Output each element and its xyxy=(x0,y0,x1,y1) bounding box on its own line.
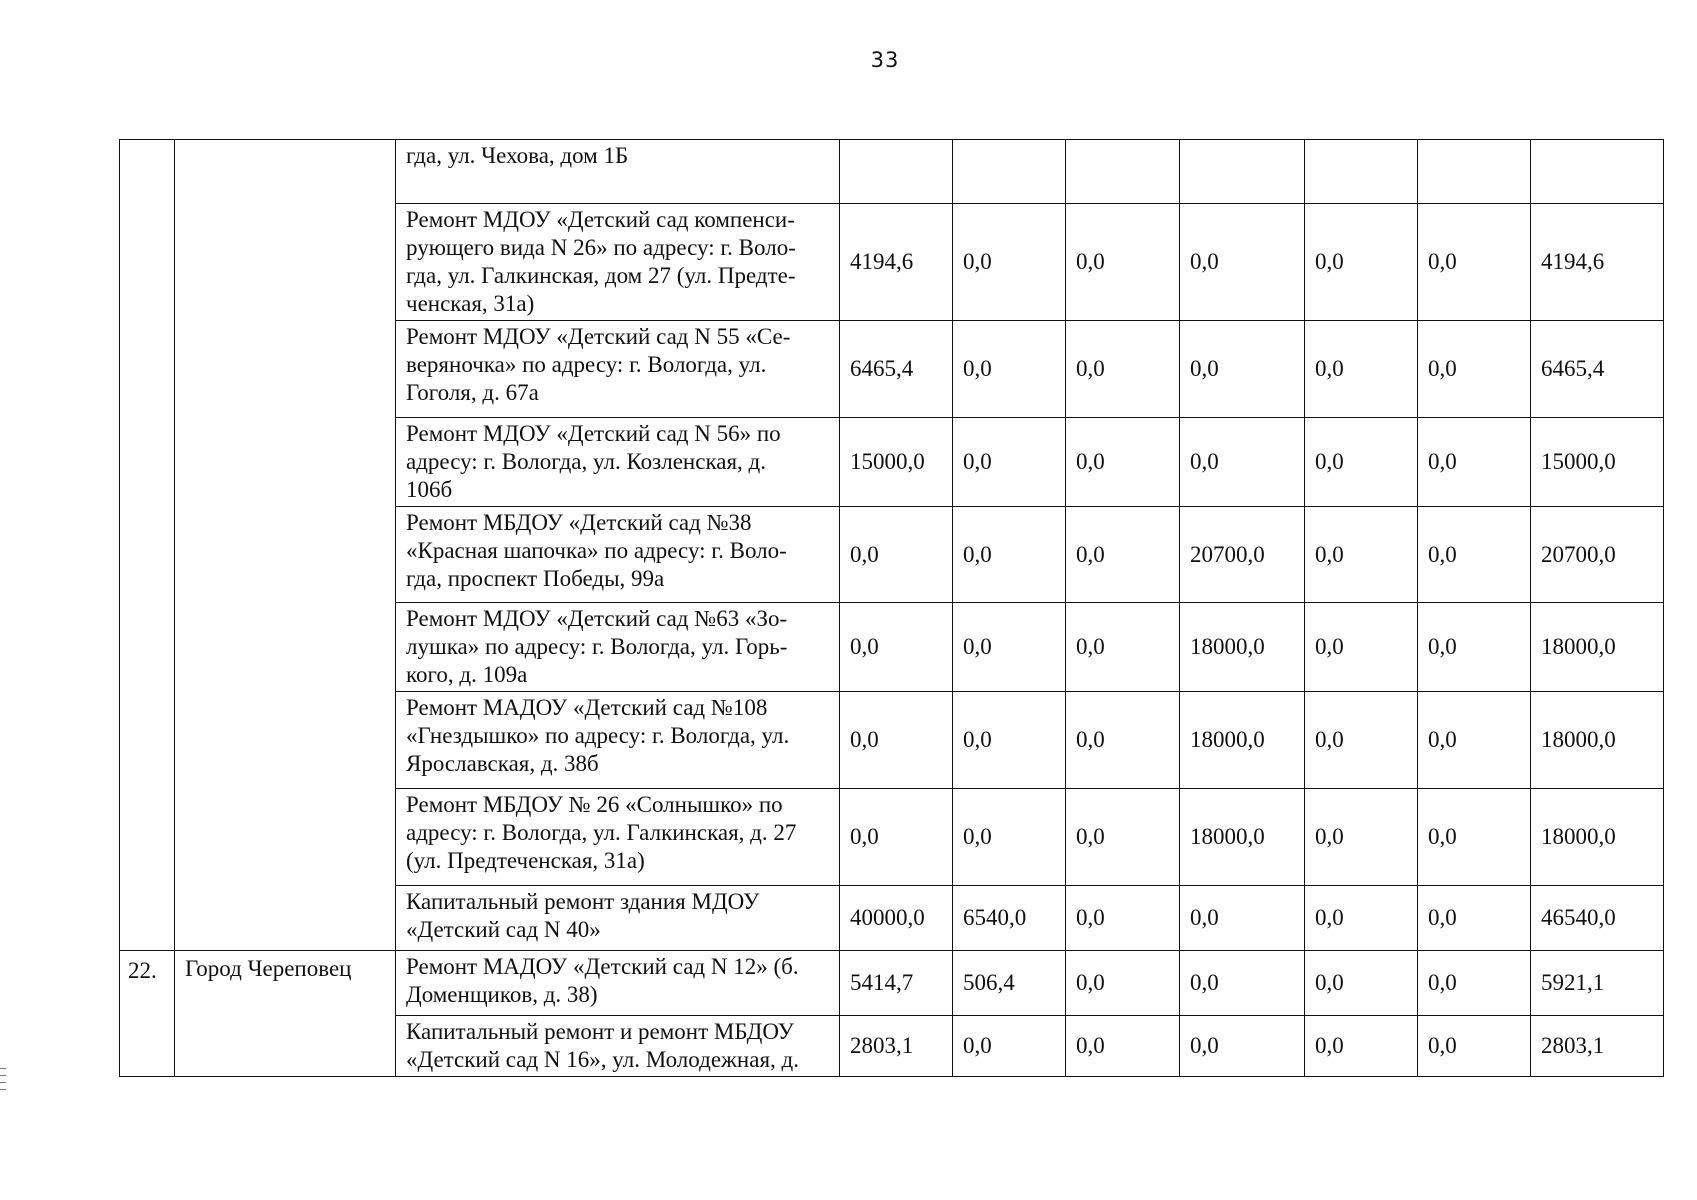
value-cell: 15000,0 xyxy=(1531,418,1664,507)
value-cell: 0,0 xyxy=(1305,951,1418,1016)
value-cell: 0,0 xyxy=(1418,951,1531,1016)
value-cell: 0,0 xyxy=(1305,507,1418,603)
value-cell: 46540,0 xyxy=(1531,886,1664,951)
value-cell: 0,0 xyxy=(1180,204,1305,321)
object-description-cell: Капитальный ремонт здания МДОУ «Детский сад N 40» xyxy=(396,886,840,951)
value-cell: 0,0 xyxy=(840,789,953,886)
value-cell: 0,0 xyxy=(1418,507,1531,603)
object-description-cell: Ремонт МБДОУ № 26 «Солнышко» по адресу: г. Вологда, ул. Галкинская, д. 27 (ул. Предтеченская, 31а) xyxy=(396,789,840,886)
value-cell: 506,4 xyxy=(953,951,1066,1016)
value-cell: 0,0 xyxy=(1180,951,1305,1016)
value-cell xyxy=(840,140,953,204)
value-cell: 0,0 xyxy=(1305,321,1418,418)
value-cell: 0,0 xyxy=(1305,1016,1418,1077)
scan-margin-marks xyxy=(0,1068,6,1108)
object-description-cell: гда, ул. Чехова, дом 1Б xyxy=(396,140,840,204)
value-cell: 0,0 xyxy=(1066,321,1180,418)
value-cell: 0,0 xyxy=(840,603,953,692)
value-cell xyxy=(1066,140,1180,204)
value-cell: 2803,1 xyxy=(1531,1016,1664,1077)
value-cell: 6540,0 xyxy=(953,886,1066,951)
page-number: 33 xyxy=(870,48,900,72)
object-description-cell: Ремонт МАДОУ «Детский сад №108 «Гнездышко» по адресу: г. Вологда, ул. Ярославская, д. 38б xyxy=(396,692,840,789)
value-cell xyxy=(1180,140,1305,204)
value-cell: 0,0 xyxy=(1066,1016,1180,1077)
value-cell: 18000,0 xyxy=(1531,789,1664,886)
value-cell: 0,0 xyxy=(1418,886,1531,951)
value-cell: 0,0 xyxy=(1066,951,1180,1016)
object-description-cell: Ремонт МДОУ «Детский сад N 56» по адресу: г. Вологда, ул. Козленская, д. 106б xyxy=(396,418,840,507)
value-cell: 5414,7 xyxy=(840,951,953,1016)
value-cell xyxy=(953,140,1066,204)
value-cell: 20700,0 xyxy=(1180,507,1305,603)
table-row xyxy=(120,951,1664,1016)
value-cell: 4194,6 xyxy=(1531,204,1664,321)
funding-table xyxy=(119,139,1664,1077)
value-cell: 0,0 xyxy=(1305,603,1418,692)
value-cell: 4194,6 xyxy=(840,204,953,321)
value-cell: 0,0 xyxy=(1305,692,1418,789)
value-cell: 0,0 xyxy=(1066,603,1180,692)
value-cell: 15000,0 xyxy=(840,418,953,507)
value-cell: 0,0 xyxy=(953,204,1066,321)
object-description-cell: Ремонт МДОУ «Детский сад компенси- рующего вида N 26» по адресу: г. Воло- гда, ул. Галкинская, дом 27 (ул. Предте- ченская, 31а) xyxy=(396,204,840,321)
value-cell: 0,0 xyxy=(1418,692,1531,789)
region-cell: Город Череповец xyxy=(175,951,396,1077)
value-cell: 2803,1 xyxy=(840,1016,953,1077)
value-cell: 40000,0 xyxy=(840,886,953,951)
value-cell: 6465,4 xyxy=(840,321,953,418)
value-cell: 0,0 xyxy=(953,692,1066,789)
value-cell xyxy=(1305,140,1418,204)
value-cell: 0,0 xyxy=(1418,321,1531,418)
value-cell: 0,0 xyxy=(1066,507,1180,603)
value-cell: 0,0 xyxy=(1180,321,1305,418)
value-cell: 18000,0 xyxy=(1531,692,1664,789)
value-cell: 0,0 xyxy=(1418,1016,1531,1077)
value-cell: 0,0 xyxy=(1066,886,1180,951)
value-cell: 0,0 xyxy=(1305,789,1418,886)
value-cell: 0,0 xyxy=(953,603,1066,692)
value-cell: 18000,0 xyxy=(1180,603,1305,692)
value-cell: 0,0 xyxy=(1066,204,1180,321)
object-description-cell: Ремонт МДОУ «Детский сад N 55 «Се- веряночка» по адресу: г. Вологда, ул. Гоголя, д. 67а xyxy=(396,321,840,418)
object-description-cell: Капитальный ремонт и ремонт МБДОУ «Детский сад N 16», ул. Молодежная, д. xyxy=(396,1016,840,1077)
object-description-cell: Ремонт МБДОУ «Детский сад №38 «Красная шапочка» по адресу: г. Воло- гда, проспект Победы, 99а xyxy=(396,507,840,603)
value-cell: 0,0 xyxy=(1305,204,1418,321)
value-cell: 0,0 xyxy=(953,1016,1066,1077)
value-cell: 0,0 xyxy=(953,418,1066,507)
value-cell: 0,0 xyxy=(1418,789,1531,886)
value-cell: 18000,0 xyxy=(1180,789,1305,886)
value-cell: 0,0 xyxy=(840,507,953,603)
value-cell: 0,0 xyxy=(953,789,1066,886)
value-cell: 0,0 xyxy=(953,321,1066,418)
value-cell: 18000,0 xyxy=(1531,603,1664,692)
value-cell: 0,0 xyxy=(1418,603,1531,692)
value-cell: 5921,1 xyxy=(1531,951,1664,1016)
value-cell: 6465,4 xyxy=(1531,321,1664,418)
value-cell: 0,0 xyxy=(1305,886,1418,951)
value-cell: 0,0 xyxy=(1066,692,1180,789)
row-number-cell xyxy=(120,140,175,951)
value-cell: 0,0 xyxy=(1066,418,1180,507)
object-description-cell: Ремонт МАДОУ «Детский сад N 12» (б. Доменщиков, д. 38) xyxy=(396,951,840,1016)
value-cell: 0,0 xyxy=(953,507,1066,603)
value-cell: 0,0 xyxy=(1418,418,1531,507)
value-cell: 0,0 xyxy=(1305,418,1418,507)
value-cell: 0,0 xyxy=(840,692,953,789)
value-cell: 0,0 xyxy=(1066,789,1180,886)
value-cell: 18000,0 xyxy=(1180,692,1305,789)
value-cell xyxy=(1531,140,1664,204)
object-description-cell: Ремонт МДОУ «Детский сад №63 «Зо- лушка» по адресу: г. Вологда, ул. Горь- кого, д. 109а xyxy=(396,603,840,692)
value-cell: 20700,0 xyxy=(1531,507,1664,603)
table-row xyxy=(120,140,1664,204)
value-cell: 0,0 xyxy=(1180,1016,1305,1077)
table-body xyxy=(120,140,1664,1077)
value-cell: 0,0 xyxy=(1180,418,1305,507)
region-cell xyxy=(175,140,396,951)
value-cell xyxy=(1418,140,1531,204)
value-cell: 0,0 xyxy=(1418,204,1531,321)
value-cell: 0,0 xyxy=(1180,886,1305,951)
row-number-cell: 22. xyxy=(120,951,175,1077)
